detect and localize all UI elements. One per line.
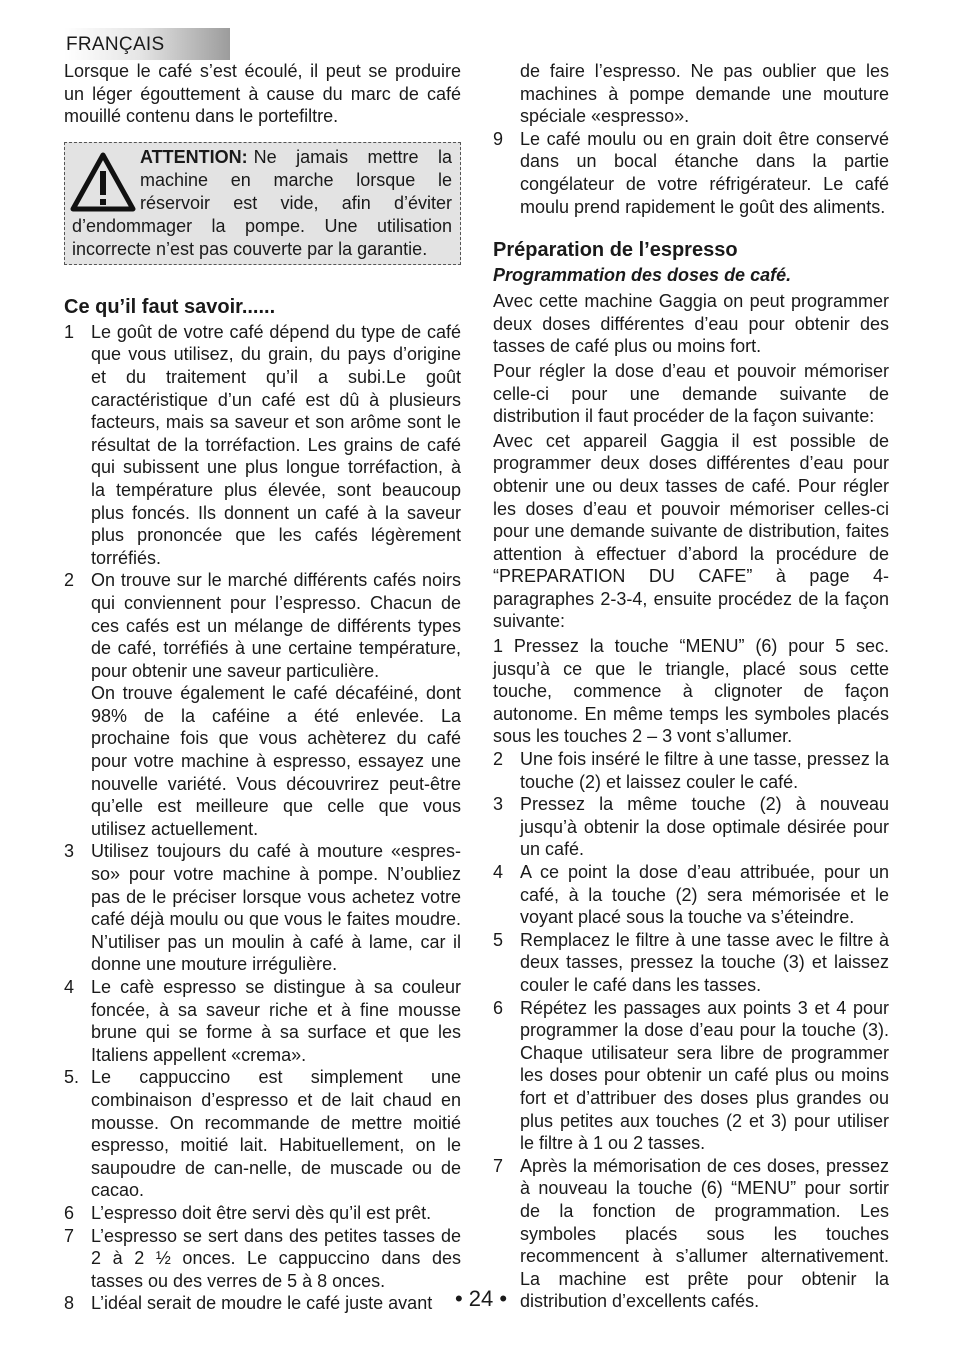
item-text: Le cafè espresso se distingue à sa couleur foncée, à sa saveur riche et à fine mousse brune qui se forme à sa surface et que les Italiens appellent «crema». (91, 977, 461, 1065)
paragraph: Avec cet appareil Gaggia il est possible de programmer deux doses différentes d’eau pour obtenir une ou deux tasses de café. Pour régler les doses d’eau et pouvoir mémoriser celles-ci pour une demande suivante de distribution, faites attention à effectuer d’abord la procédure de “PREPARATION DU CAFE” à page 4- paragraphes 2-3-4, ensuite procédez de la façon suivante: (493, 430, 889, 632)
item-text: On trouve sur le marché différents cafés noirs qui conviennent pour l’espresso. Chacun de ces cafés est un mélange de différents types de café, torréfiés à une certaine température, pour obtenir une saveur particulière. (91, 570, 461, 681)
item-text: L’espresso doit être servi dès qu’il est prêt. (91, 1202, 432, 1223)
list-item (493, 635, 889, 748)
list-item (493, 997, 889, 1155)
paragraph: Avec cette machine Gaggia on peut programmer deux doses différentes d’eau pour obtenir des tasses de café plus ou moins fort. (493, 291, 889, 357)
list-item (493, 929, 889, 997)
item-number: 1 (64, 321, 75, 342)
item-text: Répétez les passages aux points 3 et 4 pour programmer la dose d’eau pour la touche (3). Chaque utilisateur sera libre de programmer les doses pour obtenir un café plus ou moins fort et d’attribuer des doses plus grandes ou plus petites aux touches (2 et 3) pour utiliser le filtre à 1 ou 2 tasses. (520, 997, 889, 1154)
list-item (493, 793, 889, 861)
list-item (493, 748, 889, 793)
item-number: 3 (493, 794, 504, 815)
item-text: Pressez la touche “MENU” (6) pour 5 sec. jusqu’à ce que le triangle, placé sous cette touche, commence à clignoter de façon autonome. En même temps les symboles placés sous les touches 2 – 3 vont s’allumer. (493, 636, 889, 747)
list-item-continued (493, 60, 889, 128)
item-number: 6 (493, 997, 504, 1018)
item-text: L’espresso se sert dans des petites tasses de 2 à 2 ½ onces. Le cappuccino dans des tasses ou des verres de 5 à 8 onces. (91, 1225, 461, 1291)
list-item (64, 976, 461, 1066)
item-number: 4 (493, 862, 504, 882)
item-number: 3 (64, 841, 75, 862)
list-item (64, 1202, 461, 1225)
item-number: 8 (64, 1293, 75, 1314)
attention-label: ATTENTION: (140, 146, 248, 167)
item-number: 6 (64, 1202, 75, 1223)
item-text: Le cappuccino est simplement une combinaison d’espresso et de lait chaud en mousse. On recommande de mettre moitié espresso, moitié lait. Habituellement, on le saupoudre de can-nelle, de muscade ou de cacao. (91, 1067, 461, 1201)
warning-icon (70, 152, 136, 212)
item-text: de faire l’espresso. Ne pas oublier que les machines à pompe demande une mouture spéciale «espresso». (520, 61, 889, 127)
language-tab: FRANÇAIS (64, 28, 230, 60)
list-item (493, 1155, 889, 1313)
item-text: Le goût de votre café dépend du type de café que vous utilisez, du grain, du pays d’origine et du traitement qu’il a subi.Le goût caractéristique d’un café est dû à plusieurs facteurs, mais sa saveur et son arôme sont le résultat de la torréfaction. Les grains de café qui subissent une plus longue torréfaction, à la température plus élevée, sont beaucoup plus foncés. Ils donnent un café à la saveur plus prononcée que les cafés légèrement torréfiés. (91, 321, 461, 568)
item-text: Une fois inséré le filtre à une tasse, pressez la touche (2) et laissez couler le café. (520, 749, 889, 792)
item-number: 7 (493, 1155, 504, 1176)
item-text: Le café moulu ou en grain doit être conservé dans un bocal étanche dans la partie congélateur de votre réfrigérateur. Le café moulu prend rapidement le goût des aliments. (520, 128, 889, 217)
item-number: 5. (64, 1067, 80, 1088)
list-item (64, 840, 461, 976)
item-text: Pressez la même touche (2) à nouveau jusqu’à obtenir la dose optimale désirée pour un café. (520, 794, 889, 860)
left-column (64, 60, 461, 1315)
tips-list-continued (493, 60, 889, 218)
item-text: L’idéal serait de moudre le café juste avant (91, 1293, 433, 1314)
item-number: 7 (64, 1225, 75, 1246)
attention-box (64, 142, 461, 265)
list-item (493, 128, 889, 218)
page-number: • 24 • (454, 1286, 508, 1311)
list-item (64, 1066, 461, 1202)
attention-text: Ne jamais mettre la machine en marche lorsque le réservoir est vide, afin d’éviter d’endommager la pompe. Une utilisation incorrecte n’est pas couverte par la garantie. (72, 146, 452, 259)
list-item (64, 569, 461, 840)
section-title-ce-quil-faut-savoir: Ce qu’il faut savoir...... (64, 295, 276, 318)
intro-paragraph: Lorsque le café s’est écoulé, il peut se produire un léger égouttement à cause du marc de café mouillé contenu dans le portefiltre. (64, 61, 461, 127)
paragraph: Pour régler la dose d’eau et pouvoir mémoriser celle-ci pour une demande suivante de distribution il faut procéder de la façon suivante: (493, 360, 889, 427)
item-text: A ce point la dose d’eau attribuée, pour un café, à la touche (2) sera mémorisée et le voyant placé sous la touche va s’éteindre. (520, 862, 889, 928)
section-subtitle: Programmation des doses de café. (493, 265, 792, 286)
tips-list (64, 321, 461, 1315)
list-item (64, 321, 461, 570)
list-item (64, 1292, 461, 1315)
right-column (493, 60, 889, 1313)
item-number: 5 (493, 929, 504, 950)
item-text-continued: On trouve également le café décaféiné, dont 98% de la caféine a été enlevée. La prochaine fois que vous achèterez du café pour votre machine à espresso, essayez une nouvelle variété. Vous découvrirez peut-être qu’elle est meilleure que celle que vous utilisez actuellement. (91, 683, 461, 839)
item-text: Remplacez le filtre à une tasse avec le filtre à deux tasses, pressez la touche (3) et laissez couler le café dans les tasses. (520, 929, 889, 995)
steps-list (493, 635, 889, 1313)
section-title-preparation: Préparation de l’espresso (493, 239, 738, 262)
item-text: Après la mémorisation de ces doses, pressez à nouveau la touche (6) “MENU” pour sortir de la fonction de programmation. Les symboles placés sous les touches recommencent à s’allumer alternativement. La machine est prête pour obtenir la distribution d’excellents cafés. (520, 1155, 889, 1312)
item-number: 2 (493, 749, 504, 770)
list-item (64, 1225, 461, 1293)
item-number: 1 (493, 636, 504, 657)
list-item (493, 861, 889, 929)
item-text: Utilisez toujours du café à mouture «espres-so» pour votre machine à pompe. N’oubliez pas de le préciser lorsque vous achetez votre café déjà moulu ou que vous le faites moudre. N’utiliser pas un moulin à café à lame, car il donne une mouture irrégulière. (91, 841, 461, 975)
item-number: 2 (64, 570, 75, 591)
item-number: 4 (64, 977, 75, 997)
item-number: 9 (493, 128, 504, 149)
